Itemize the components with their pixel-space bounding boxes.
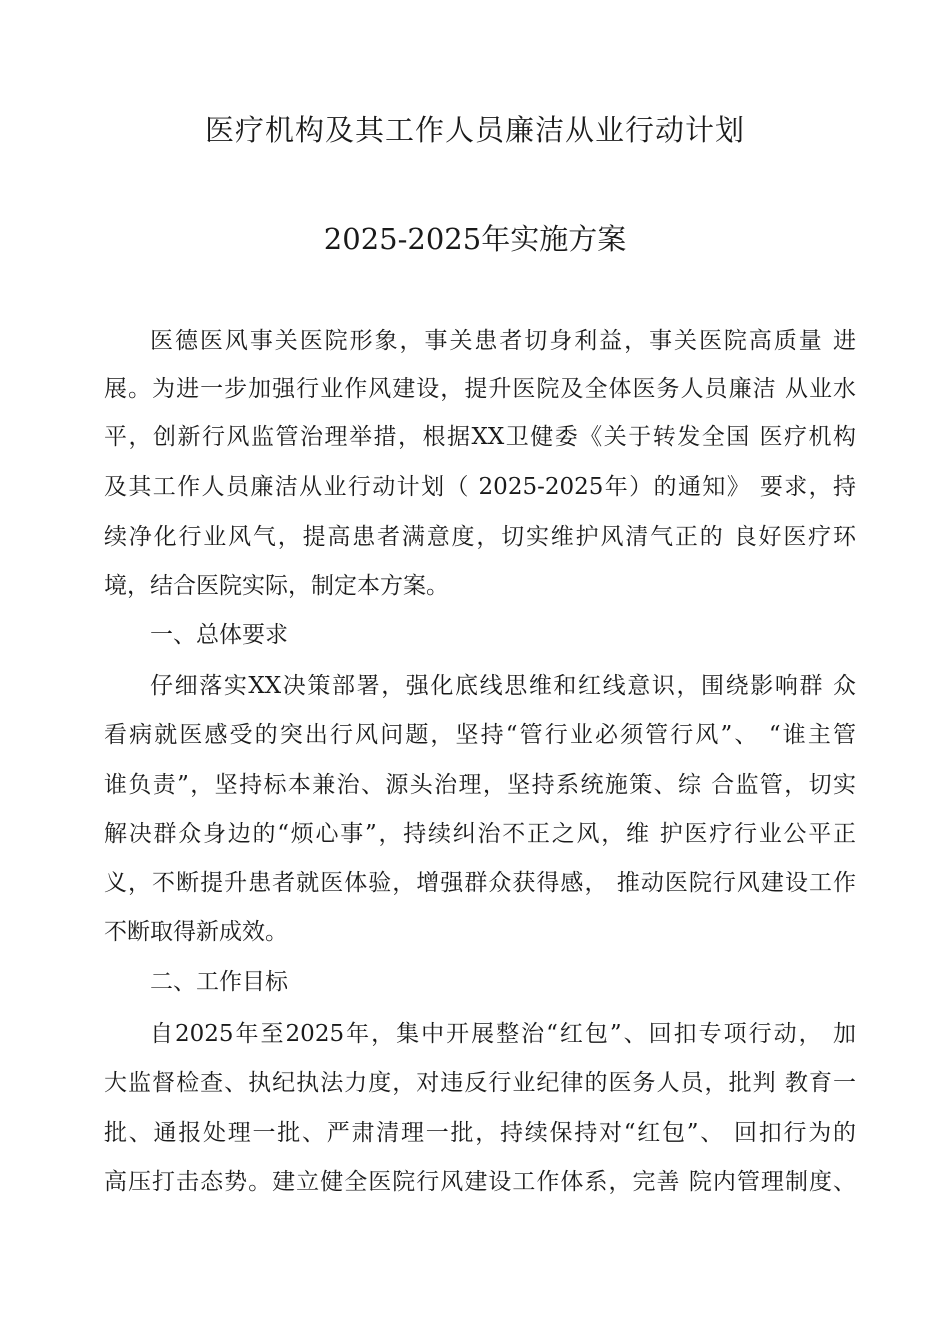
paragraph-line: 大监督检查、执纪执法力度，对违反行业纪律的医务人员，批判 教育一 (104, 1070, 856, 1096)
paragraph-line: 高压打击态势。建立健全医院行风建设工作体系，完善 院内管理制度、 (104, 1169, 856, 1195)
paragraph-line: 平，创新行风监管治理举措，根据XX卫健委《关于转发全国 医疗机构 (104, 424, 856, 450)
paragraph-line: 批、通报处理一批、严肃清理一批，持续保持对“红包”、 回扣行为的 (104, 1120, 856, 1146)
paragraph-line: 自2025年至2025年，集中开展整治“红包”、回扣专项行动， 加 (150, 1021, 856, 1047)
document-subtitle: 2025-2025年实施方案 (323, 222, 627, 256)
paragraph-line: 义，不断提升患者就医体验，增强群众获得感， 推动医院行风建设工作 (104, 870, 856, 896)
paragraph-line: 续净化行业风气，提高患者满意度，切实维护风清气正的 良好医疗环 (104, 524, 856, 550)
paragraph-line: 及其工作人员廉洁从业行动计划（ 2025-2025年）的通知》 要求，持 (104, 474, 856, 500)
section-heading: 二、工作目标 (150, 969, 288, 995)
paragraph-line: 仔细落实XX决策部署，强化底线思维和红线意识，围绕影响群 众 (150, 673, 856, 699)
paragraph-line: 境，结合医院实际，制定本方案。 (104, 573, 449, 599)
paragraph-line: 看病就医感受的突出行风问题，坚持“管行业必须管行风”、 “谁主管 (104, 722, 856, 748)
document-title: 医疗机构及其工作人员廉洁从业行动计划 (204, 113, 745, 147)
paragraph-line: 展。为进一步加强行业作风建设，提升医院及全体医务人员廉洁 从业水 (104, 376, 856, 402)
paragraph-line: 解决群众身边的“烦心事”，持续纠治不正之风，维 护医疗行业公平正 (104, 821, 856, 847)
paragraph-line: 不断取得新成效。 (104, 919, 288, 945)
paragraph-line: 医德医风事关医院形象，事关患者切身利益，事关医院高质量 进 (150, 328, 856, 354)
section-heading: 一、总体要求 (150, 622, 288, 648)
paragraph-line: 谁负责”，坚持标本兼治、源头治理，坚持系统施策、综 合监管，切实 (104, 772, 856, 798)
